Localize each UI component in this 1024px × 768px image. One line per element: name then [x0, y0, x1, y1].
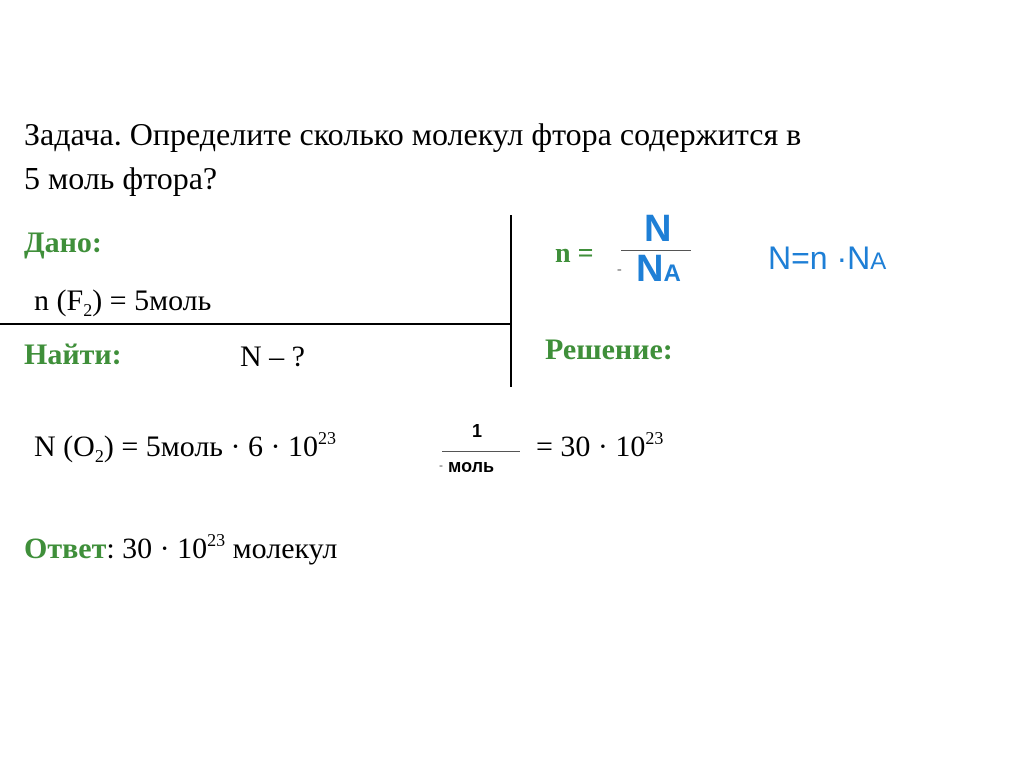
- calc-result-exp: 23: [645, 428, 664, 448]
- calc-fraction-bar: [442, 451, 520, 452]
- given-label: Дано:: [24, 226, 102, 259]
- formula1-tick: -: [617, 262, 622, 277]
- formula1-lhs: n =: [555, 238, 594, 269]
- answer-text-pre: : 30 · 10: [106, 532, 208, 565]
- calculation-result: [536, 430, 663, 464]
- formula2: [768, 240, 886, 277]
- given-value-post: ) = 5моль: [92, 284, 212, 317]
- divider-vertical: [510, 215, 512, 387]
- calc-result-pre: = 30 · 10: [536, 430, 646, 463]
- formula2-main: N=n ·N: [768, 240, 871, 276]
- answer-exp: 23: [207, 530, 226, 550]
- calc-fraction-denominator: моль: [448, 456, 495, 476]
- answer: [24, 532, 337, 566]
- find-value: N – ?: [240, 340, 305, 373]
- formula2-sub: A: [870, 248, 887, 275]
- calc-mid: ) = 5моль · 6 · 10: [103, 430, 318, 463]
- answer-text-post: молекул: [225, 532, 338, 565]
- solution-label: Решение:: [545, 333, 673, 366]
- task-line-1: Задача. Определите сколько молекул фтора содержится в: [24, 116, 802, 152]
- formula1-denominator-sub: A: [663, 260, 681, 287]
- given-value-sub: 2: [83, 300, 93, 320]
- formula1-denominator-main: N: [636, 248, 664, 290]
- calc-fraction-numerator: 1: [472, 421, 483, 441]
- divider-horizontal: [0, 323, 512, 325]
- calc-pre: N (O: [34, 430, 95, 463]
- given-value-pre: n (F: [34, 284, 84, 317]
- given-value: [34, 284, 211, 318]
- calc-exp: 23: [317, 428, 336, 448]
- formula1-denominator: [636, 248, 681, 291]
- find-label: Найти:: [24, 338, 122, 371]
- task-line-2: 5 моль фтора?: [24, 160, 218, 196]
- calc-sub: 2: [94, 446, 104, 466]
- answer-label: Ответ: [24, 532, 107, 565]
- task-statement: [24, 112, 1004, 200]
- calc-fraction-tick: -: [439, 458, 443, 472]
- formula1-numerator: N: [644, 208, 672, 250]
- calculation-left: [34, 430, 336, 464]
